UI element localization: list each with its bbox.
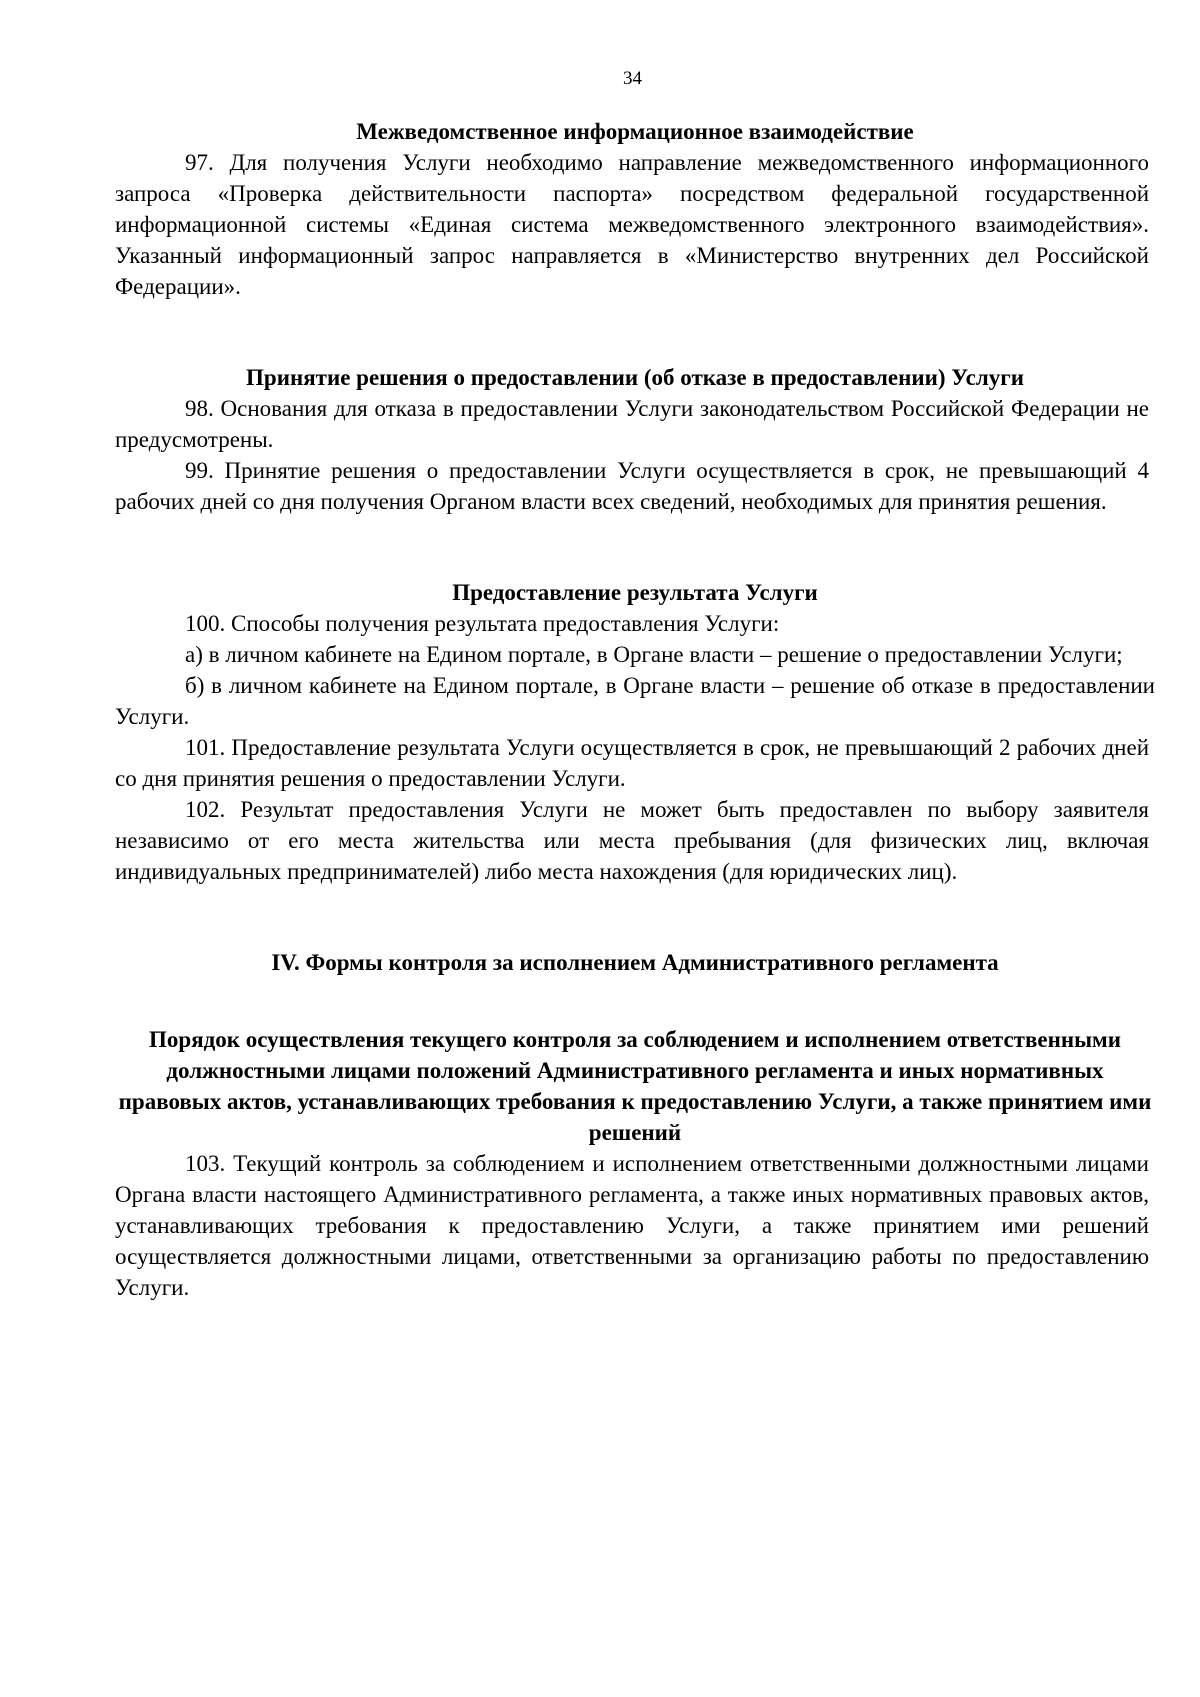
section-decision [115, 362, 1150, 517]
paragraph-102: 102. Результат предоставления Услуги не может быть предоставлен по выбору заявителя независимо от его места жительства или места пребывания (для физических лиц, включая индивидуальных предпринимателей) либо места нахождения (для юридических лиц). [115, 797, 1149, 884]
section-current-control [115, 1024, 1150, 1303]
section-title-control: IV. Формы контроля за исполнением Административного регламента [271, 950, 999, 975]
paragraph-100b: б) в личном кабинете на Едином портале, в Органе власти – решение об отказе в предоставлении Услуги. [115, 673, 1155, 729]
section-title-result: Предоставление результата Услуги [452, 580, 818, 605]
page-number: 34 [623, 68, 642, 89]
paragraph-101: 101. Предоставление результата Услуги осуществляется в срок, не превышающий 2 рабочих дней со дня принятия решения о предоставлении Услуги. [115, 735, 1149, 791]
paragraph-97: 97. Для получения Услуги необходимо направление межведомственного информационного запроса «Проверка действительности паспорта» посредством федеральной государственной информационной системы «Единая система межведомственного электронного взаимодействия». Указанный информационный запрос направляется в «Министерство внутренних дел Российской Федерации». [115, 150, 1149, 299]
section-interagency [115, 116, 1150, 302]
section-result [115, 577, 1155, 887]
section-title-interagency: Межведомственное информационное взаимодействие [356, 119, 914, 144]
section-title-decision: Принятие решения о предоставлении (об отказе в предоставлении) Услуги [246, 365, 1024, 390]
paragraph-100a: а) в личном кабинете на Едином портале, в Органе власти – решение о предоставлении Услуги; [185, 642, 1123, 667]
paragraph-99: 99. Принятие решения о предоставлении Услуги осуществляется в срок, не превышающий 4 рабочих дней со дня получения Органом власти всех сведений, необходимых для принятия решения. [115, 458, 1149, 514]
section-control [115, 947, 1150, 978]
section-title-current-control: Порядок осуществления текущего контроля за соблюдением и исполнением ответственными должностными лицами положений Административного регламента и иных нормативных правовых актов, устанавливающих требования к предоставлению Услуги, а также принятием ими решений [118, 1027, 1152, 1145]
paragraph-98: 98. Основания для отказа в предоставлении Услуги законодательством Российской Федерации не предусмотрены. [115, 396, 1149, 452]
paragraph-103: 103. Текущий контроль за соблюдением и исполнением ответственными должностными лицами Органа власти настоящего Административного регламента, а также иных нормативных правовых актов, устанавливающих требования к предоставлению Услуги, а также принятием ими решений осуществляется должностными лицами, ответственными за организацию работы по предоставлению Услуги. [115, 1151, 1149, 1300]
paragraph-100: 100. Способы получения результата предоставления Услуги: [185, 611, 780, 636]
